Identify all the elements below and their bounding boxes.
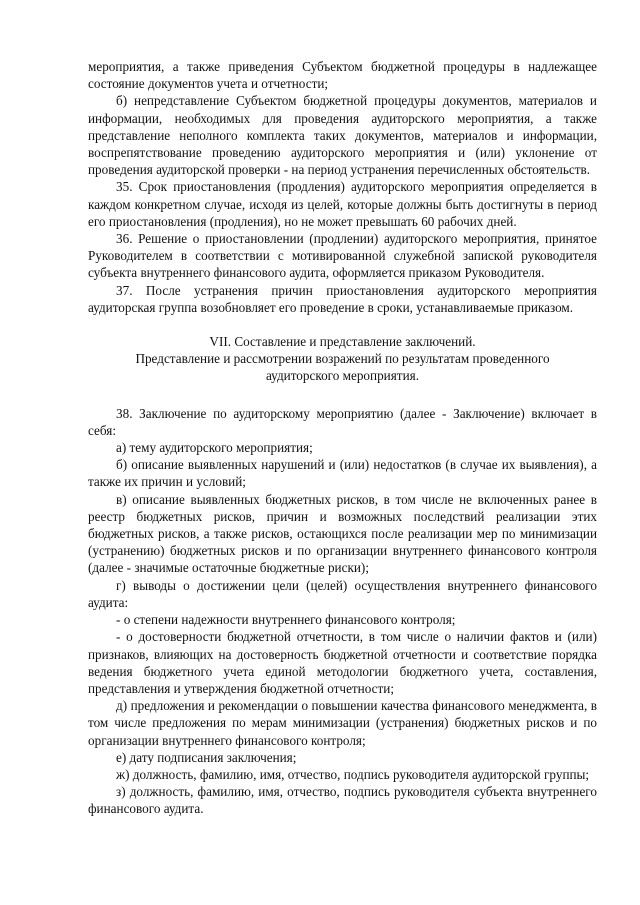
list-item-g-sub-2: - о достоверности бюджетной отчетности, в том числе о наличии фактов и (или) признаков, влияющих на достоверность бюджетной отчетности и соответствие порядка ведения бюджетного учета единой методологии бюджетного учета, составления, представления и утверждения бюджетной отчетности;: [88, 629, 597, 696]
list-item-d: д) предложения и рекомендации о повышении качества финансового менеджмента, в том числе предложения по мерам минимизации (устранения) бюджетных рисков и по организации внутреннего финансового контроля;: [88, 698, 597, 748]
paragraph-37: 37. После устранения причин приостановления аудиторского мероприятия аудиторская группа возобновляет его проведение в сроки, устанавливаемые приказом.: [88, 282, 597, 315]
spacer: [88, 316, 597, 333]
list-item-g-sub-1: - о степени надежности внутреннего финансового контроля;: [116, 612, 456, 628]
list-item-e: е) дату подписания заключения;: [116, 749, 297, 765]
list-item-z: з) должность, фамилию, имя, отчество, подпись руководителя субъекта внутреннего финансового аудита.: [88, 784, 597, 817]
document-page: [88, 58, 597, 818]
spacer: [88, 385, 597, 405]
paragraph-35: 35. Срок приостановления (продления) аудиторского мероприятия определяется в каждом конкретном случае, исходя из целей, которые должны быть достигнуты в период его приостановления (продления), но не может превышать 60 рабочих дней.: [88, 179, 597, 229]
list-item-v: в) описание выявленных бюджетных рисков, в том числе не включенных ранее в реестр бюджетных рисков, причин и возможных последствий реализации этих бюджетных рисков, а также рисков, остающихся после реализации мер по минимизации (устранению) бюджетных рисков и по организации внутреннего финансового контроля (далее - значимые остаточные бюджетные риски);: [88, 491, 597, 576]
paragraph-36: 36. Решение о приостановлении (продлении) аудиторского мероприятия, принятое Руководителем в соответствии с мотивированной служебной запиской руководителя субъекта внутреннего финансового аудита, оформляется приказом Руководителя.: [88, 231, 597, 281]
list-item-g: г) выводы о достижении цели (целей) осуществления внутреннего финансового аудита:: [88, 577, 597, 610]
list-item-zh: ж) должность, фамилию, имя, отчество, подпись руководителя аудиторской группы;: [116, 766, 590, 782]
paragraph-continuation: мероприятия, а также приведения Субъектом бюджетной процедуры в надлежащее состояние документов учета и отчетности;: [88, 59, 597, 92]
section-heading: [88, 333, 597, 385]
list-item-b: б) описание выявленных нарушений и (или) недостатков (в случае их выявления), а также их причин и условий;: [88, 457, 597, 490]
paragraph-38: 38. Заключение по аудиторскому мероприятию (далее - Заключение) включает в себя:: [88, 405, 597, 438]
list-item-a: а) тему аудиторского мероприятия;: [116, 440, 313, 456]
section-heading-line-3: аудиторского мероприятия.: [266, 368, 419, 384]
section-heading-line-1: VII. Составление и представление заключений.: [209, 334, 476, 350]
paragraph-item-b-suspension: б) непредставление Субъектом бюджетной процедуры документов, материалов и информации, необходимых для проведения аудиторского мероприятия, а также представление неполного комплекта таких документов, материалов и информации, воспрепятствование проведению аудиторского мероприятия и (или) уклонение от проведения аудиторской проверки - на период устранения перечисленных обстоятельств.: [88, 93, 597, 178]
section-heading-line-2: Представление и рассмотрении возражений по результатам проведенного: [135, 351, 550, 367]
